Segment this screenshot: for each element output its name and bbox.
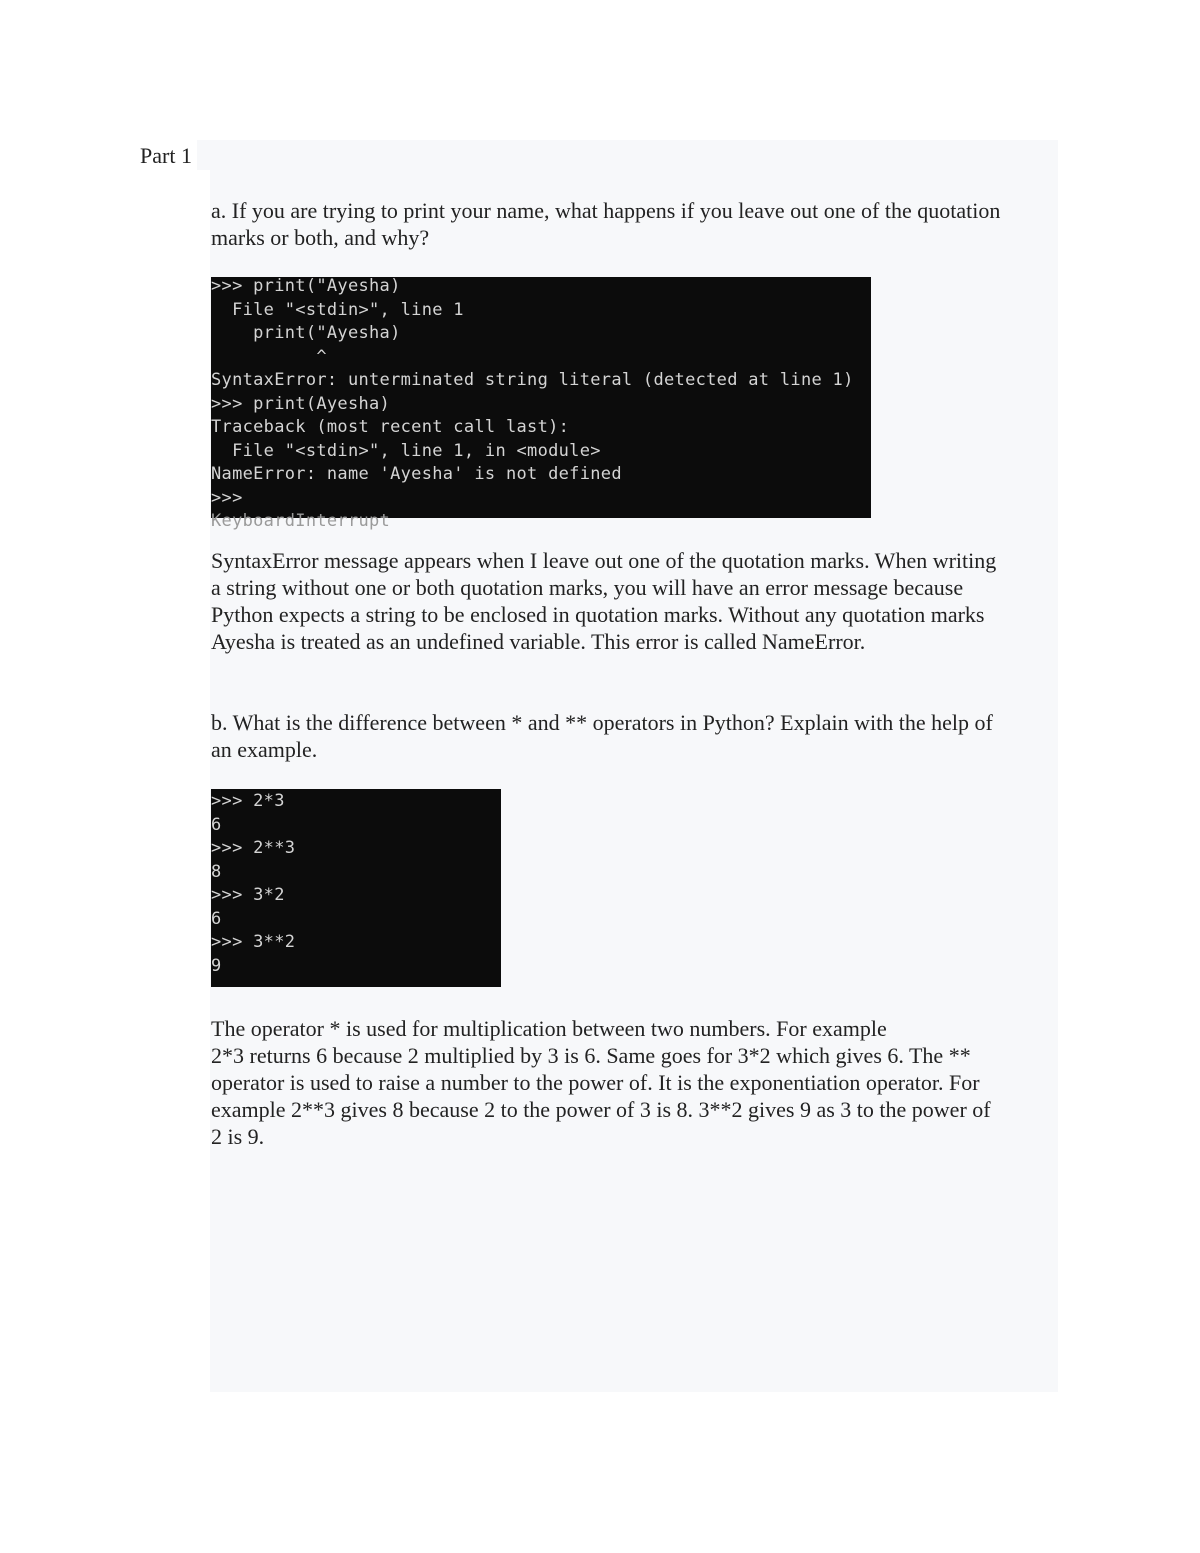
terminal-screenshot-a xyxy=(211,276,871,531)
part-heading: Part 1 xyxy=(140,143,192,168)
terminal-screenshot-b xyxy=(211,789,501,987)
terminal-line: >>> print(Ayesha) xyxy=(211,393,391,414)
answer-b-line: 2*3 returns 6 because 2 multiplied by 3 is 6. Same goes for 3*2 which gives 6. The ** xyxy=(211,1043,971,1068)
terminal-line: >>> 2**3 xyxy=(211,838,296,858)
terminal-line: 6 xyxy=(211,908,222,929)
terminal-line: Traceback (most recent call last): xyxy=(211,417,570,437)
terminal-line: print("Ayesha) xyxy=(211,323,401,343)
answer-a-line: Python expects a string to be enclosed in quotation marks. Without any quotation marks xyxy=(211,602,985,627)
terminal-line: 8 xyxy=(211,861,222,882)
answer-b xyxy=(211,1015,1057,1150)
question-b-prompt-line: an example. xyxy=(211,737,318,762)
terminal-line: NameError: name 'Ayesha' is not defined xyxy=(211,464,622,484)
question-b-prompt xyxy=(211,709,1057,763)
terminal-line: >>> 3**2 xyxy=(211,932,296,952)
answer-b-line: operator is used to raise a number to the power of. It is the exponentiation operator. For xyxy=(211,1070,980,1095)
terminal-line: 6 xyxy=(211,814,222,835)
terminal-line: File "<stdin>", line 1, in <module> xyxy=(211,440,601,461)
terminal-line: >>> print("Ayesha) xyxy=(211,276,401,296)
answer-a-line: SyntaxError message appears when I leave out one of the quotation marks. When writing xyxy=(211,548,997,573)
answer-b-line: The operator * is used for multiplication between two numbers. For example xyxy=(211,1016,887,1041)
terminal-line: File "<stdin>", line 1 xyxy=(211,299,464,320)
question-a-prompt-line: marks or both, and why? xyxy=(211,225,430,250)
terminal-line: >>> 2*3 xyxy=(211,791,285,811)
answer-a-line: a string without one or both quotation marks, you will have an error message because xyxy=(211,575,964,600)
question-a-prompt xyxy=(211,197,1057,251)
terminal-line: >>> 3*2 xyxy=(211,885,285,905)
terminal-line-clipped: KeyboardInterrupt xyxy=(211,511,391,531)
answer-a xyxy=(211,547,1057,655)
question-b-prompt-line: b. What is the difference between * and ** operators in Python? Explain with the help of xyxy=(211,710,993,735)
terminal-line: 9 xyxy=(211,955,222,976)
terminal-line: SyntaxError: unterminated string literal (detected at line 1) xyxy=(211,370,854,390)
answer-b-line: 2 is 9. xyxy=(211,1124,265,1149)
question-a-prompt-line: a. If you are trying to print your name, what happens if you leave out one of the quotation xyxy=(211,198,1001,223)
panel-notch xyxy=(197,140,210,170)
answer-a-line: Ayesha is treated as an undefined variable. This error is called NameError. xyxy=(211,629,866,654)
terminal-line: ^ xyxy=(211,346,327,367)
terminal-line: >>> xyxy=(211,487,243,508)
answer-b-line: example 2**3 gives 8 because 2 to the power of 3 is 8. 3**2 gives 9 as 3 to the power of xyxy=(211,1097,991,1122)
